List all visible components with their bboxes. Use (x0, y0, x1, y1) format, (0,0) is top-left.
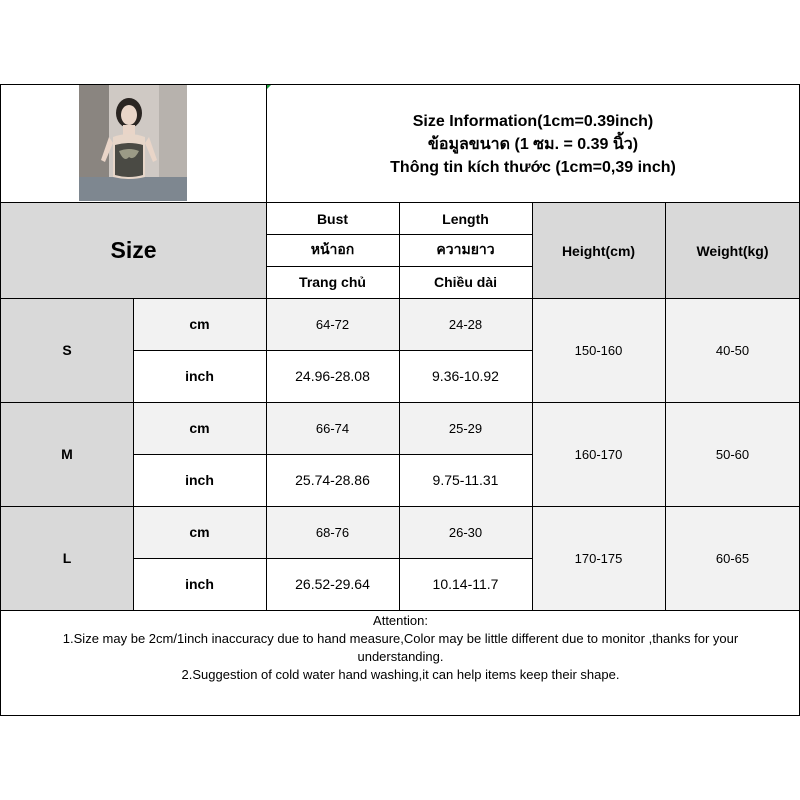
attention-line-1-cont: understanding. (357, 649, 444, 664)
length-header-en: Length (399, 203, 532, 234)
length-cm-value: 24-28 (399, 298, 532, 350)
attention-line-1: 1.Size may be 2cm/1inch inaccuracy due to hand measure,Color may be little different due to monitor ,thanks for your (62, 631, 739, 646)
bust-header-th: หน้าอก (266, 234, 399, 266)
title-line-th: ข้อมูลขนาด (1 ซม. = 0.39 นิ้ว) (427, 135, 639, 153)
bust-inch-value: 25.74-28.86 (266, 454, 399, 506)
bust-inch-value: 24.96-28.08 (266, 350, 399, 402)
length-header-th: ความยาว (399, 234, 532, 266)
bust-header-en: Bust (266, 203, 399, 234)
weight-value: 60-65 (665, 506, 800, 610)
length-cm-value: 25-29 (399, 402, 532, 454)
attention-notes (1, 610, 800, 716)
size-m-label: M (1, 402, 133, 506)
length-header-vi: Chiều dài (399, 266, 532, 298)
weight-header: Weight(kg) (665, 203, 800, 298)
length-inch-value: 10.14-11.7 (399, 558, 532, 610)
unit-inch: inch (133, 350, 266, 402)
height-header: Height(cm) (532, 203, 665, 298)
bust-header-vi: Trang chủ (266, 266, 399, 298)
unit-inch: inch (133, 558, 266, 610)
size-info-title (266, 85, 800, 203)
product-photo-cell (1, 85, 266, 203)
size-header: Size (1, 203, 266, 298)
bust-cm-value: 66-74 (266, 402, 399, 454)
weight-value: 50-60 (665, 402, 800, 506)
unit-inch: inch (133, 454, 266, 506)
length-inch-value: 9.36-10.92 (399, 350, 532, 402)
height-value: 170-175 (532, 506, 665, 610)
size-s-label: S (1, 298, 133, 402)
product-photo (79, 85, 187, 201)
title-line-en: Size Information(1cm=0.39inch) (412, 112, 654, 130)
bust-inch-value: 26.52-29.64 (266, 558, 399, 610)
unit-cm: cm (133, 298, 266, 350)
bust-cm-value: 64-72 (266, 298, 399, 350)
bust-cm-value: 68-76 (266, 506, 399, 558)
length-cm-value: 26-30 (399, 506, 532, 558)
height-value: 160-170 (532, 402, 665, 506)
weight-value: 40-50 (665, 298, 800, 402)
height-value: 150-160 (532, 298, 665, 402)
length-inch-value: 9.75-11.31 (399, 454, 532, 506)
title-line-vi: Thông tin kích thước (1cm=0,39 inch) (390, 158, 676, 176)
attention-line-2: 2.Suggestion of cold water hand washing,it can help items keep their shape. (181, 667, 620, 682)
size-l-label: L (1, 506, 133, 610)
unit-cm: cm (133, 506, 266, 558)
attention-heading: Attention: (373, 613, 428, 628)
unit-cm: cm (133, 402, 266, 454)
